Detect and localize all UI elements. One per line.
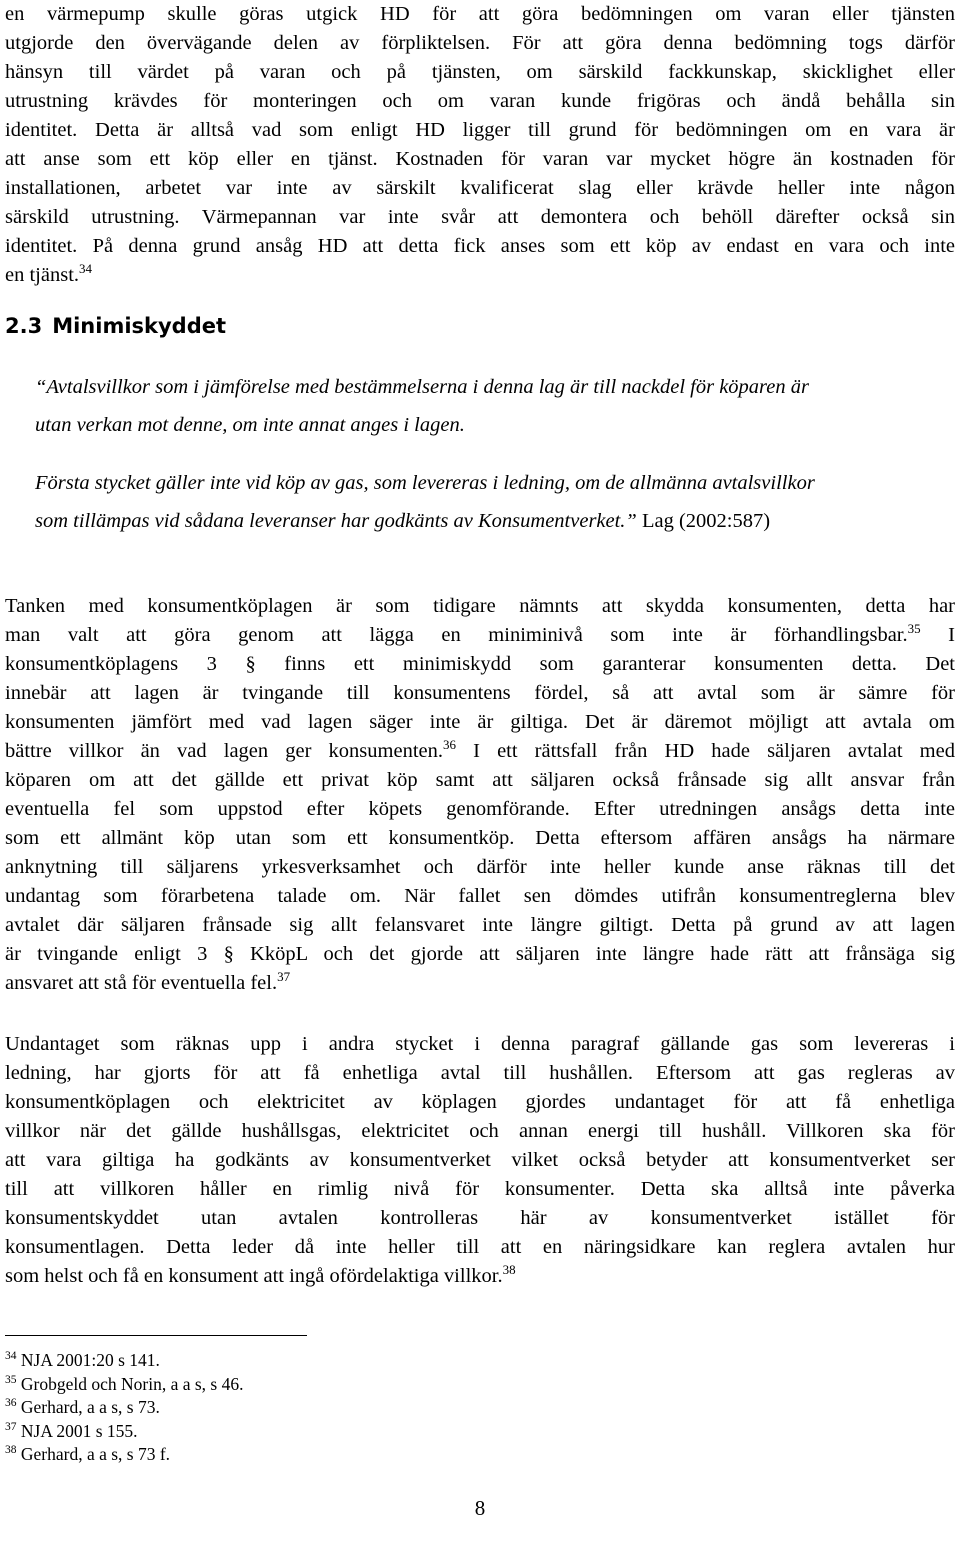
section-heading <box>5 312 226 340</box>
paragraph-intro <box>5 0 955 290</box>
text-fragment: en tjänst. <box>5 264 80 286</box>
text-line: identitet. Detta är alltså vad som enligt HD ligger till grund för bedömningen om en vara är <box>5 119 955 141</box>
footnote-text: Gerhard, a a s, s 73 f. <box>16 1444 171 1464</box>
footnote-text: Gerhard, a a s, s 73. <box>16 1397 160 1417</box>
text-line: som ett allmänt köp utan som ett konsumentköp. Detta eftersom affären ansågs ha närmare <box>5 827 955 849</box>
text-line: avtalet där säljaren frånsade sig allt felansvaret inte längre giltigt. Detta på grund av att lagen <box>5 914 955 936</box>
footnote-number: 38 <box>5 1444 17 1457</box>
footnote-number: 34 <box>5 1350 17 1363</box>
footnote-ref[interactable]: 37 <box>277 969 291 985</box>
quote-text: som tillämpas vid sådana leveranser har godkänts av Konsumentverket.” <box>35 510 637 532</box>
text-line: innebär att lagen är tvingande till konsumentens fördel, så att avtal som är sämre för <box>5 682 955 704</box>
footnote <box>5 1373 243 1397</box>
text-fragment: I ett rättsfall från HD hade säljaren avtalat med <box>456 740 955 762</box>
footnote-text: Grobgeld och Norin, a a s, s 46. <box>16 1373 244 1394</box>
text-line: är tvingande enligt 3 § KköpL och det gjorde att säljaren inte längre hade rätt att frånsäga sig <box>5 943 955 965</box>
footnote-ref[interactable]: 38 <box>502 1262 516 1278</box>
paragraph-undantaget <box>5 1030 955 1291</box>
footnote-number: 37 <box>5 1420 17 1433</box>
quote-line: utan verkan mot denne, om inte annat anges i lagen. <box>35 414 465 436</box>
section-title: Minimiskyddet <box>52 314 227 338</box>
text-line: ledning, har gjorts för att få enhetliga avtal till hushållen. Eftersom att gas regleras av <box>5 1062 955 1084</box>
text-line: konsumentlagen. Detta leder då inte heller till att en näringsidkare kan reglera avtalen hur <box>5 1236 955 1258</box>
footnote-text: NJA 2001:20 s 141. <box>16 1350 160 1370</box>
footnote-number: 35 <box>5 1373 17 1386</box>
text-line: villkor när det gällde hushållsgas, elektricitet och annan energi till hushåll. Villkoren ska för <box>5 1120 955 1142</box>
text-line: konsumentköplagen och elektricitet av köplagen gjordes undantaget för att få enhetliga <box>5 1091 955 1113</box>
text-fragment: som helst och få en konsument att ingå ofördelaktiga villkor. <box>5 1265 503 1287</box>
text-line: köparen om att det gällde ett privat köp samt att säljaren också frånsade sig allt ansvar från <box>5 769 955 791</box>
law-quote-2 <box>35 464 945 540</box>
text-line <box>5 737 955 766</box>
text-line: att vara giltiga ha godkänts av konsumentverket vilket också betyder att konsumentverket ser <box>5 1149 955 1171</box>
text-line <box>5 621 955 650</box>
text-line: att anse som ett köp eller en tjänst. Kostnaden för varan var mycket högre än kostnaden för <box>5 148 955 170</box>
text-line <box>5 261 955 290</box>
footnote <box>5 1396 243 1420</box>
paragraph-minimiskydd <box>5 592 955 998</box>
text-fragment: ansvaret att stå för eventuella fel. <box>5 972 278 994</box>
text-line: konsumentköplagens 3 § finns ett minimiskydd som garanterar konsumenten detta. Det <box>5 653 955 675</box>
footnote-ref[interactable]: 35 <box>907 621 921 637</box>
law-quote-1 <box>35 368 945 444</box>
text-line: installationen, arbetet var inte av särskilt kvalificerat slag eller krävde heller inte någon <box>5 177 955 199</box>
text-line: till att villkoren håller en rimlig nivå för konsumenter. Detta ska alltså inte påverka <box>5 1178 955 1200</box>
text-line: särskild utrustning. Värmepannan var inte svår att demontera och behöll därefter också sin <box>5 206 955 228</box>
text-fragment: I <box>920 624 955 646</box>
quote-line <box>35 502 945 540</box>
footnotes <box>5 1349 243 1467</box>
text-line: identitet. På denna grund ansåg HD att detta fick anses som ett köp av endast en vara och inte <box>5 235 955 257</box>
text-line <box>5 1262 955 1291</box>
text-line: utrustning krävdes för monteringen och om varan kunde frigöras och ändå behålla sin <box>5 90 955 112</box>
footnote-divider <box>5 1335 307 1336</box>
text-line: en värmepump skulle göras utgick HD för att göra bedömningen om varan eller tjänsten <box>5 3 955 25</box>
quote-line: “Avtalsvillkor som i jämförelse med bestämmelserna i denna lag är till nackdel för köparen är <box>35 376 809 398</box>
text-line: eventuella fel som uppstod efter köpets genomförande. Efter utredningen ansågs detta inte <box>5 798 955 820</box>
footnote-text: NJA 2001 s 155. <box>16 1420 138 1441</box>
text-line: Tanken med konsumentköplagen är som tidigare nämnts att skydda konsumenten, detta har <box>5 595 955 617</box>
text-line: hänsyn till värdet på varan och på tjänsten, om särskild fackkunskap, skicklighet eller <box>5 61 955 83</box>
quote-source: Lag (2002:587) <box>636 510 771 532</box>
text-line: anknytning till säljarens yrkesverksamhet och därför inte heller kunde anse räknas till det <box>5 856 955 878</box>
text-line: Undantaget som räknas upp i andra stycket i denna paragraf gällande gas som levereras i <box>5 1033 955 1055</box>
text-line: utgjorde den övervägande delen av förpliktelsen. För att göra denna bedömning togs därför <box>5 32 955 54</box>
footnote-number: 36 <box>5 1397 17 1410</box>
footnote <box>5 1349 243 1373</box>
text-line <box>5 969 955 998</box>
section-number: 2.3 <box>5 314 43 338</box>
text-line: undantag som förarbetena talade om. När fallet sen dömdes utifrån konsumentreglerna blev <box>5 885 955 907</box>
text-line: konsumenten jämfört med vad lagen säger inte är giltiga. Det är däremot möjligt att avtala om <box>5 711 955 733</box>
quote-line: Första stycket gäller inte vid köp av gas, som levereras i ledning, om de allmänna avtalsvillkor <box>35 472 815 494</box>
footnote-ref[interactable]: 34 <box>79 261 93 277</box>
footnote <box>5 1420 243 1444</box>
text-line: konsumentskyddet utan avtalen kontrolleras här av konsumentverket istället för <box>5 1207 955 1229</box>
footnote-ref[interactable]: 36 <box>443 737 456 753</box>
text-fragment: bättre villkor än vad lagen ger konsumenten. <box>5 740 443 762</box>
text-fragment: man valt att göra genom att lägga en miniminivå som inte är förhandlingsbar. <box>5 624 908 646</box>
footnote <box>5 1443 243 1467</box>
page-number: 8 <box>474 1496 486 1520</box>
